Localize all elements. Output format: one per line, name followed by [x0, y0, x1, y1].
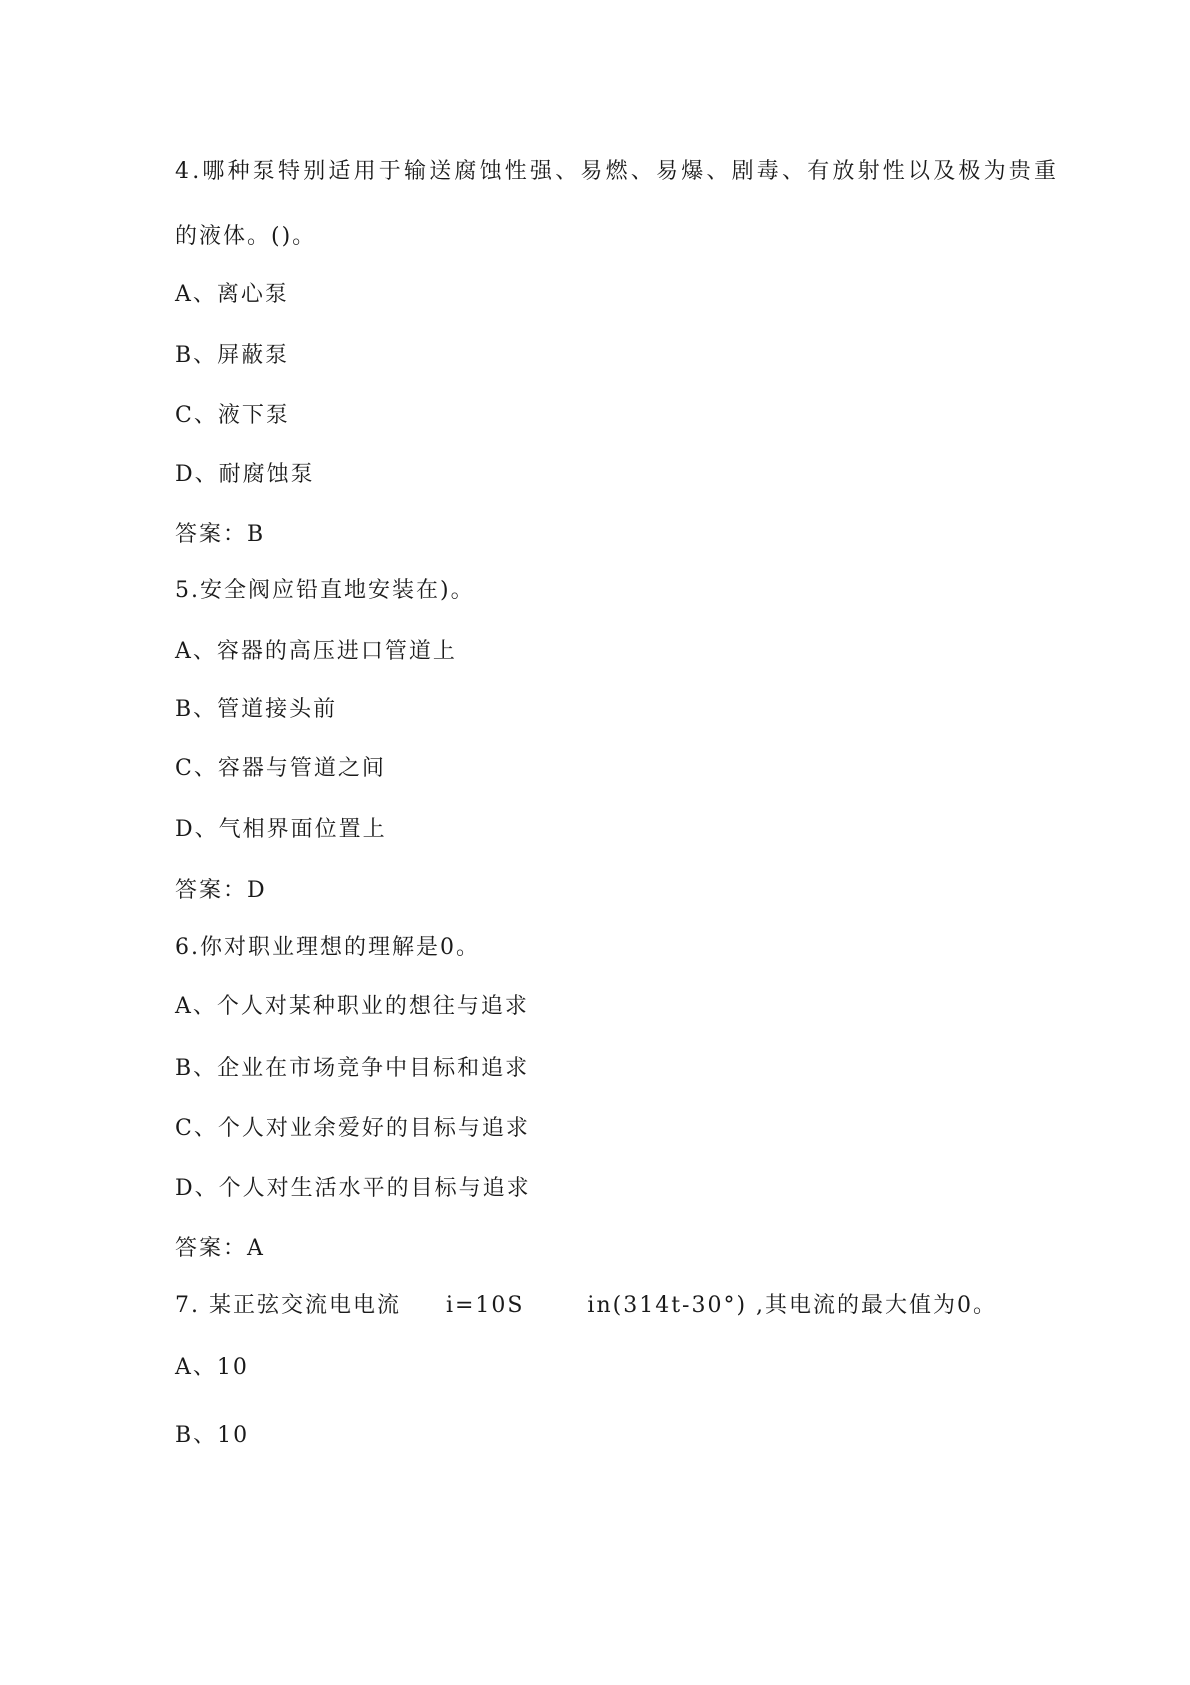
- question-6-option-d: D、个人对生活水平的目标与追求: [175, 1176, 531, 1201]
- question-5-option-b: B、管道接头前: [175, 697, 338, 722]
- question-5-answer: 答案：D: [175, 878, 267, 903]
- question-6-answer: 答案：A: [175, 1236, 265, 1261]
- question-7-option-a: A、10: [175, 1355, 249, 1380]
- question-4-stem-line-1: 4.哪种泵特别适用于输送腐蚀性强、易燃、易爆、剧毒、有放射性以及极为贵重: [175, 159, 1060, 184]
- question-4-answer: 答案：B: [175, 522, 266, 547]
- question-4-option-b: B、屏蔽泵: [175, 343, 290, 368]
- question-5-option-d: D、气相界面位置上: [175, 817, 387, 842]
- question-4-option-d: D、耐腐蚀泵: [175, 462, 315, 487]
- question-4-option-a: A、离心泵: [175, 282, 289, 307]
- question-6-option-b: B、企业在市场竞争中目标和追求: [175, 1056, 530, 1081]
- question-5-stem: 5.安全阀应铅直地安装在)。: [175, 578, 475, 603]
- question-4-option-c: C、液下泵: [175, 403, 290, 428]
- question-4-stem-line-2: 的液体。()。: [175, 224, 317, 249]
- question-6-option-a: A、个人对某种职业的想往与追求: [175, 994, 529, 1019]
- question-7-option-b: B、10: [175, 1423, 250, 1448]
- question-5-option-a: A、容器的高压进口管道上: [175, 639, 457, 664]
- question-6-option-c: C、个人对业余爱好的目标与追求: [175, 1116, 530, 1141]
- question-7-stem: 7. 某正弦交流电电流 i=10S in(314t-30°) ,其电流的最大值为0。: [175, 1293, 998, 1318]
- question-5-option-c: C、容器与管道之间: [175, 756, 386, 781]
- question-6-stem: 6.你对职业理想的理解是0。: [175, 935, 480, 960]
